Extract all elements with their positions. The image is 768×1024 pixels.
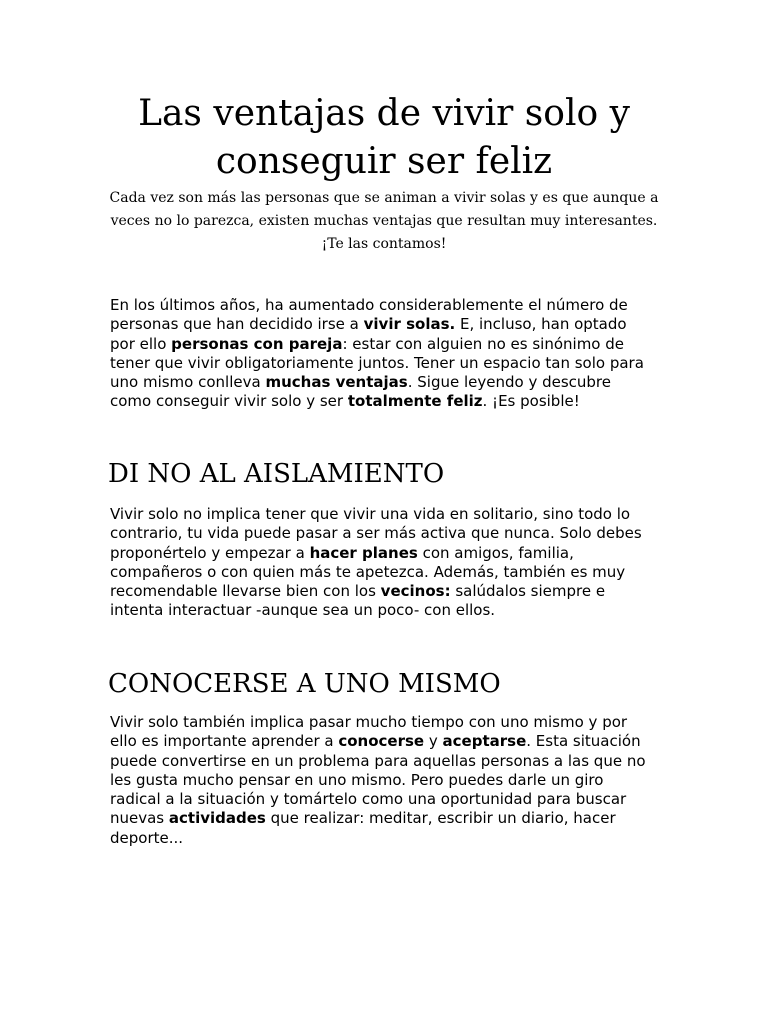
intro-bold-personas-con-pareja: personas con pareja	[171, 334, 343, 353]
section-paragraph-conocerse	[110, 713, 650, 848]
section2-bold-conocerse: conocerse	[338, 732, 425, 751]
section1-bold-vecinos: vecinos:	[380, 582, 451, 601]
subtitle	[100, 187, 668, 256]
section1-text-2: con amigos, familia, compañeros o con quien más te apetezca. Además, también es muy recomendable llevarse bien con los	[110, 543, 626, 601]
section2-text-1: Vivir solo también implica pasar mucho tiempo con uno mismo y por ello es importante aprender a	[110, 713, 628, 751]
section2-bold-actividades: actividades	[168, 809, 266, 828]
subtitle-line-1: Cada vez son más las personas que se animan a vivir solas y es que aunque a	[109, 190, 659, 206]
intro-text-2: E, incluso, han optado por ello	[110, 315, 627, 353]
intro-bold-vivir-solas: vivir solas.	[363, 315, 456, 334]
subtitle-line-3: ¡Te las contamos!	[321, 236, 447, 252]
section2-text-3: . Esta situación puede convertirse en un problema para aquellas personas a las que no les gusta mucho pensar en uno mismo. Pero puedes darle un giro radical a la situación y tomártelo como una oportunidad para buscar nuevas	[110, 732, 646, 828]
section2-text-4: que realizar: meditar, escribir un diario, hacer deporte...	[110, 809, 616, 847]
section1-text-3: salúdalos siempre e intenta interactuar -aunque sea un poco- con ellos.	[110, 582, 606, 620]
title-line-1: Las ventajas de vivir solo y	[138, 93, 630, 134]
intro-text-3: : estar con alguien no es sinónimo de tener que vivir obligatoriamente juntos. Tener un espacio tan solo para uno mismo conlleva	[110, 334, 644, 392]
section1-bold-hacer-planes: hacer planes	[309, 543, 418, 562]
intro-text-4: . Sigue leyendo y descubre como conseguir vivir solo y ser	[110, 373, 611, 411]
section2-bold-aceptarse: aceptarse	[442, 732, 527, 751]
title-line-2: conseguir ser feliz	[215, 141, 553, 182]
section-heading-aislamiento: DI NO AL AISLAMIENTO	[108, 459, 445, 489]
section1-text-1: Vivir solo no implica tener que vivir una vida en solitario, sino todo lo contrario, tu vida puede pasar a ser más activa que nunca. Solo debes proponértelo y empezar a	[110, 505, 642, 562]
intro-bold-muchas-ventajas: muchas ventajas	[265, 373, 408, 392]
intro-text-5: . ¡Es posible!	[482, 392, 580, 411]
section-heading-conocerse: CONOCERSE A UNO MISMO	[108, 669, 501, 699]
section-paragraph-aislamiento	[110, 505, 650, 621]
intro-bold-totalmente-feliz: totalmente feliz	[347, 392, 483, 411]
intro-text-1: En los últimos años, ha aumentado considerablemente el número de personas que han decidido irse a	[110, 296, 628, 334]
section2-text-2: y	[424, 732, 443, 751]
intro-paragraph	[110, 296, 650, 412]
page-title	[100, 90, 668, 186]
subtitle-line-2: veces no lo parezca, existen muchas ventajas que resultan muy interesantes.	[110, 213, 658, 229]
